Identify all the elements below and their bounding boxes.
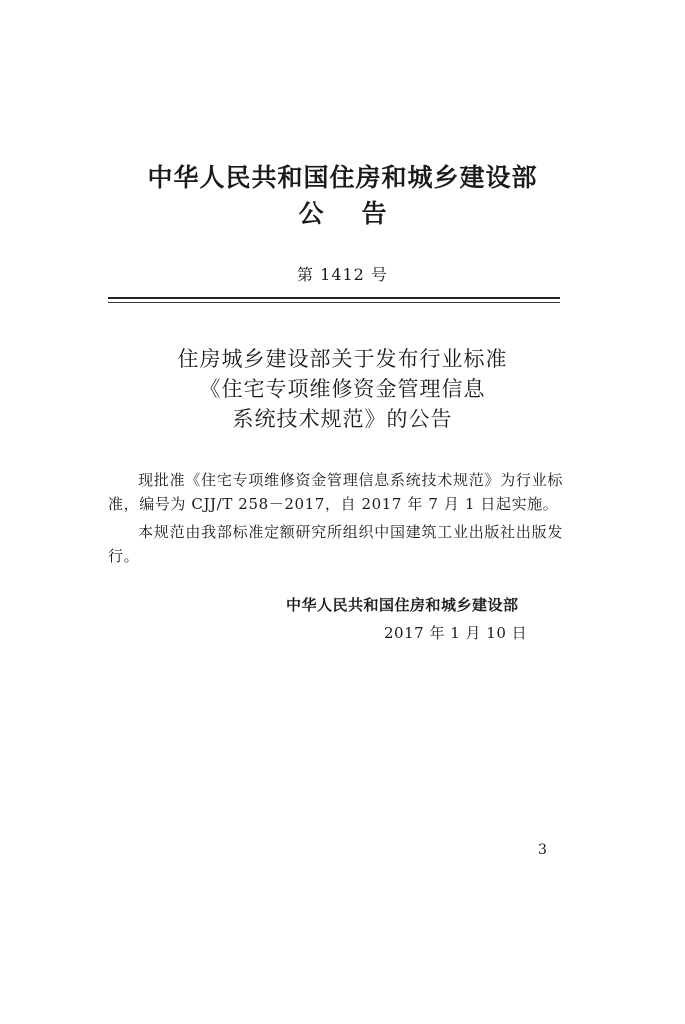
signature-organization: 中华人民共和国住房和城乡建设部: [286, 596, 519, 614]
announcement-subject: [0, 344, 685, 434]
header-divider-thick: [108, 297, 560, 299]
announcement-title: 公告: [298, 199, 425, 228]
signature-date: 2017 年 1 月 10 日: [384, 624, 528, 642]
publication-text: 本规范由我部标准定额研究所组织中国建筑工业出版社出版发行。: [108, 523, 563, 565]
ministry-title: 中华人民共和国住房和城乡建设部: [147, 163, 538, 192]
body-paragraph-approval: [108, 468, 563, 516]
approval-text: 现批准《住宅专项维修资金管理信息系统技术规范》为行业标准，编号为 CJJ/T 258－2017，自 2017 年 7 月 1 日起实施。: [108, 471, 563, 513]
subject-line-2: 《住宅专项维修资金管理信息: [199, 377, 486, 401]
body-paragraph-publication: [108, 520, 563, 568]
subject-line-1: 住房城乡建设部关于发布行业标准: [177, 347, 508, 371]
notice-number: 第 1412 号: [297, 265, 388, 284]
page-number: 3: [538, 842, 547, 858]
header-divider-thin: [108, 302, 560, 303]
subject-line-3: 系统技术规范》的公告: [232, 407, 453, 431]
